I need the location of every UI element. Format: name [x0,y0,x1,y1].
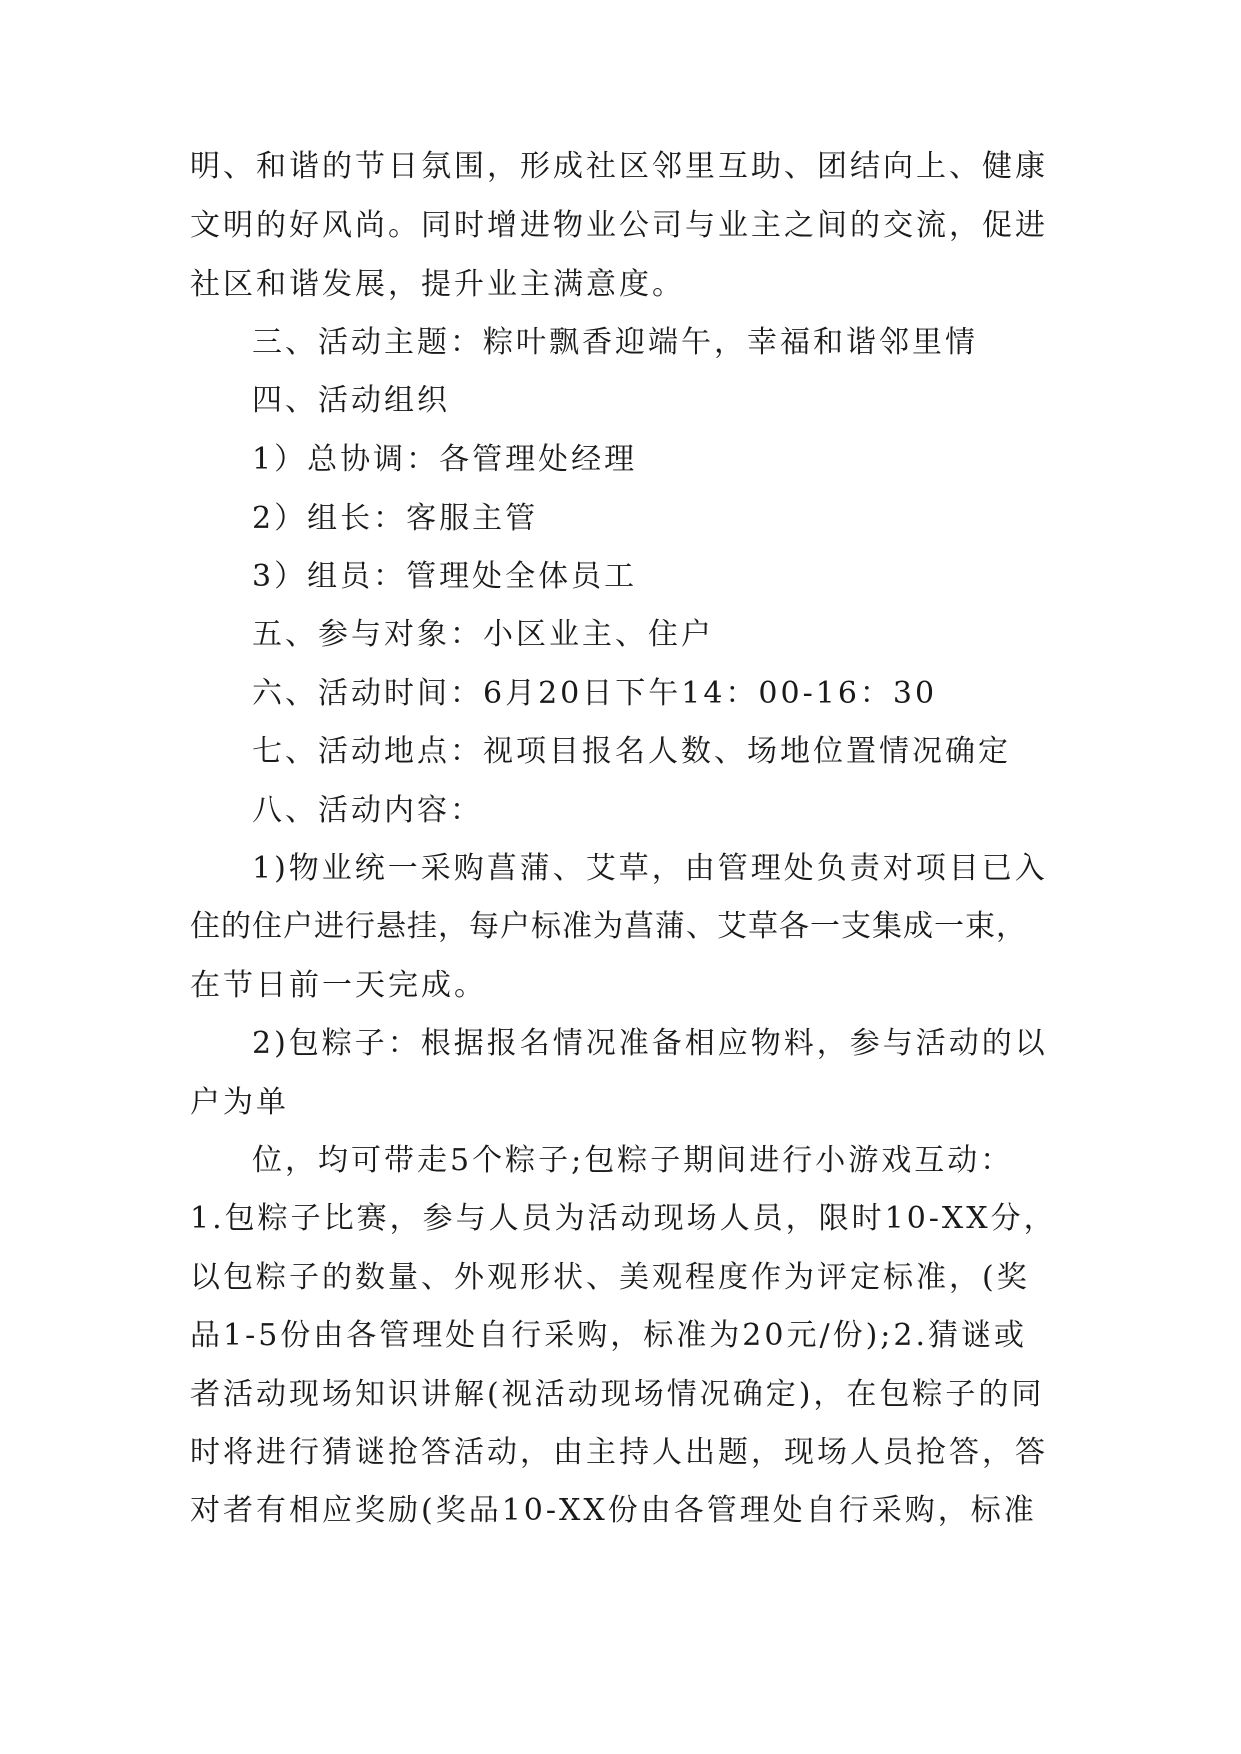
paragraph-line: 住的住户进行悬挂，每户标准为菖蒲、艾草各一支集成一束， [190,909,1027,944]
paragraph-line: 时将进行猜谜抢答活动，由主持人出题，现场人员抢答，答 [190,1435,1048,1470]
paragraph-line: 1.包粽子比赛，参与人员为活动现场人员，限时10-XX分， [190,1201,1057,1236]
paragraph-line: 1)物业统一采购菖蒲、艾草，由管理处负责对项目已入 [252,851,1048,886]
section-heading: 五、参与对象：小区业主、住户 [252,617,714,652]
paragraph-line: 明、和谐的节日氛围，形成社区邻里互助、团结向上、健康 [190,149,1048,184]
list-item: 2）组长：客服主管 [252,501,539,536]
section-heading: 三、活动主题：粽叶飘香迎端午，幸福和谐邻里情 [252,325,978,360]
paragraph-line: 户为单 [190,1085,289,1120]
paragraph-line: 文明的好风尚。同时增进物业公司与业主之间的交流，促进 [190,208,1048,243]
paragraph-line: 者活动现场知识讲解(视活动现场情况确定)，在包粽子的同 [190,1377,1045,1412]
section-heading: 四、活动组织 [252,383,450,418]
list-item: 3）组员：管理处全体员工 [252,559,638,594]
paragraph-line: 品1-5份由各管理处自行采购，标准为20元/份);2.猜谜或 [190,1318,1028,1353]
paragraph-line: 2)包粽子：根据报名情况准备相应物料，参与活动的以 [252,1026,1048,1061]
paragraph-line: 在节日前一天完成。 [190,968,487,1003]
paragraph-line: 位，均可带走5个粽子;包粽子期间进行小游戏互动： [252,1143,1014,1178]
section-heading: 七、活动地点：视项目报名人数、场地位置情况确定 [252,734,1011,769]
section-heading: 六、活动时间：6月20日下午14：00-16：30 [252,676,938,711]
paragraph-line: 社区和谐发展，提升业主满意度。 [190,267,685,302]
paragraph-line: 以包粽子的数量、外观形状、美观程度作为评定标准，(奖 [190,1260,1030,1295]
paragraph-line: 对者有相应奖励(奖品10-XX份由各管理处自行采购，标准 [190,1493,1037,1528]
list-item: 1）总协调：各管理处经理 [252,442,638,477]
section-heading: 八、活动内容： [252,793,483,828]
